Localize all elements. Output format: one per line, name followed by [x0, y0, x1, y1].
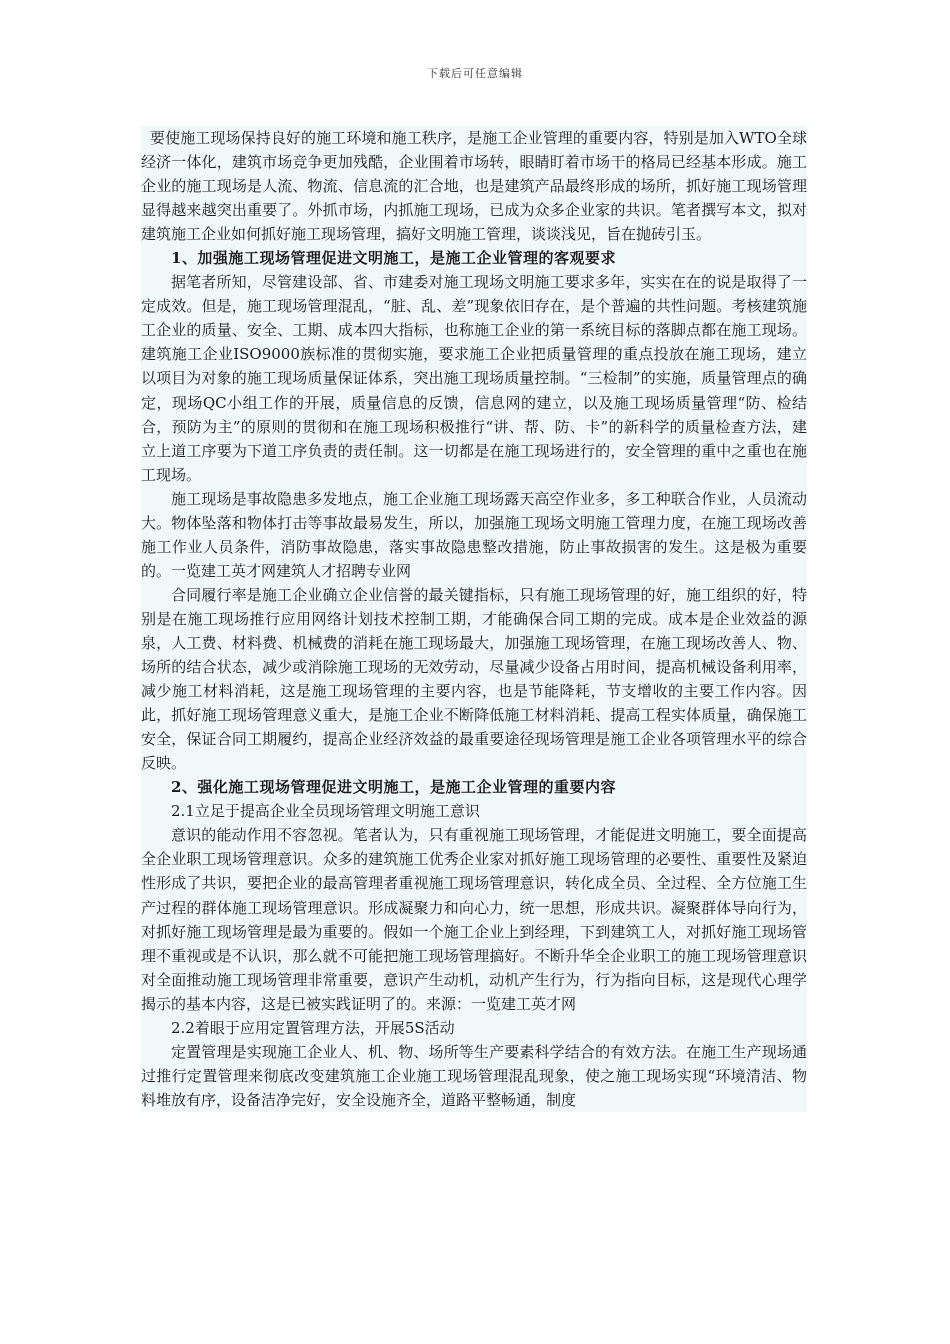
document-body	[141, 126, 807, 1112]
paragraph-section-1-a: 据笔者所知，尽管建设部、省、市建委对施工现场文明施工要求多年，实实在在的说是取得了一定成效。但是，施工现场管理混乱，“脏、乱、差”现象依旧存在，是个普遍的共性问题。考核建筑施工企业的质量、安全、工期、成本四大指标，也称施工企业的第一系统目标的落脚点都在施工现场。建筑施工企业ISO9000族标准的贯彻实施，要求施工企业把质量管理的重点投放在施工现场，建立以项目为对象的施工现场质量保证体系，突出施工现场质量控制。“三检制”的实施，质量管理点的确定，现场QC小组工作的开展，质量信息的反馈，信息网的建立，以及施工现场质量管理“防、检结合，预防为主”的原则的贯彻和在施工现场积极推行“讲、帮、防、卡”的新科学的质量检查方法，建立上道工序要为下道工序负责的责任制。这一切都是在施工现场进行的，安全管理的重中之重也在施工现场。	[141, 273, 807, 484]
subsection-heading-2-2: 2.2着眼于应用定置管理方法，开展5S活动	[171, 1018, 455, 1037]
subsection-heading-2-1: 2.1立足于提高企业全员现场管理文明施工意识	[171, 802, 480, 821]
section-heading-2: 2、强化施工现场管理促进文明施工，是施工企业管理的重要内容	[171, 778, 616, 797]
paragraph-intro: 要使施工现场保持良好的施工环境和施工秩序，是施工企业管理的重要内容，特别是加入WTO全球经济一体化，建筑市场竞争更加残酷，企业围着市场转，眼睛盯着市场干的格局已经基本形成。施工企业的施工现场是人流、物流、信息流的汇合地，也是建筑产品最终形成的场所，抓好施工现场管理显得越来越突出重要了。外抓市场，内抓施工现场，已成为众多企业家的共识。笔者撰写本文，拟对建筑施工企业如何抓好施工现场管理，搞好文明施工管理，谈谈浅见，旨在抛砖引玉。	[141, 129, 807, 244]
paragraph-section-1-b: 施工现场是事故隐患多发地点，施工企业施工现场露天高空作业多，多工种联合作业，人员流动大。物体坠落和物体打击等事故最易发生，所以，加强施工现场文明施工管理力度，在施工现场改善施工作业人员条件，消防事故隐患，落实事故隐患整改措施，防止事故损害的发生。这是极为重要的。一览建工英才网建筑人才招聘专业网	[141, 489, 807, 580]
paragraph-section-1-c: 合同履行率是施工企业确立企业信誉的最关键指标，只有施工现场管理的好，施工组织的好，特别是在施工现场推行应用网络计划技术控制工期，才能确保合同工期的完成。成本是企业效益的源泉，人工费、材料费、机械费的消耗在施工现场最大，加强施工现场管理，在施工现场改善人、物、场所的结合状态，减少或消除施工现场的无效劳动，尽量减少设备占用时间，提高机械设备利用率，减少施工材料消耗，这是施工现场管理的主要内容，也是节能降耗，节支增收的主要工作内容。因此，抓好施工现场管理意义重大，是施工企业不断降低施工材料消耗、提高工程实体质量，确保施工安全，保证合同工期履约，提高企业经济效益的最重要途径现场管理是施工企业各项管理水平的综合反映。	[141, 585, 807, 773]
page-header: 下载后可任意编辑	[427, 67, 523, 80]
section-heading-1: 1、加强施工现场管理促进文明施工，是施工企业管理的客观要求	[171, 249, 616, 268]
paragraph-section-2-1: 意识的能动作用不容忽视。笔者认为，只有重视施工现场管理，才能促进文明施工，要全面提高全企业职工现场管理意识。众多的建筑施工优秀企业家对抓好施工现场管理的必要性、重要性及紧迫性形成了共识，要把企业的最高管理者重视施工现场管理意识，转化成全员、全过程、全方位施工生产过程的群体施工现场管理意识。形成凝聚力和向心力，统一思想，形成共识。凝聚群体导向行为，对抓好施工现场管理是最为重要的。假如一个施工企业上到经理，下到建筑工人，对抓好施工现场管理不重视或是不认识，那么就不可能把施工现场管理搞好。不断升华全企业职工的施工现场管理意识对全面推动施工现场管理非常重要，意识产生动机，动机产生行为，行为指向目标，这是现代心理学揭示的基本内容，这是已被实践证明了的。来源：一览建工英才网	[141, 826, 807, 1013]
paragraph-section-2-2: 定置管理是实现施工企业人、机、物、场所等生产要素科学结合的有效方法。在施工生产现场通过推行定置管理来彻底改变建筑施工企业施工现场管理混乱现象，使之施工现场实现“环境清洁、物料堆放有序，设备洁净完好，安全设施齐全，道路平整畅通，制度	[141, 1042, 807, 1109]
